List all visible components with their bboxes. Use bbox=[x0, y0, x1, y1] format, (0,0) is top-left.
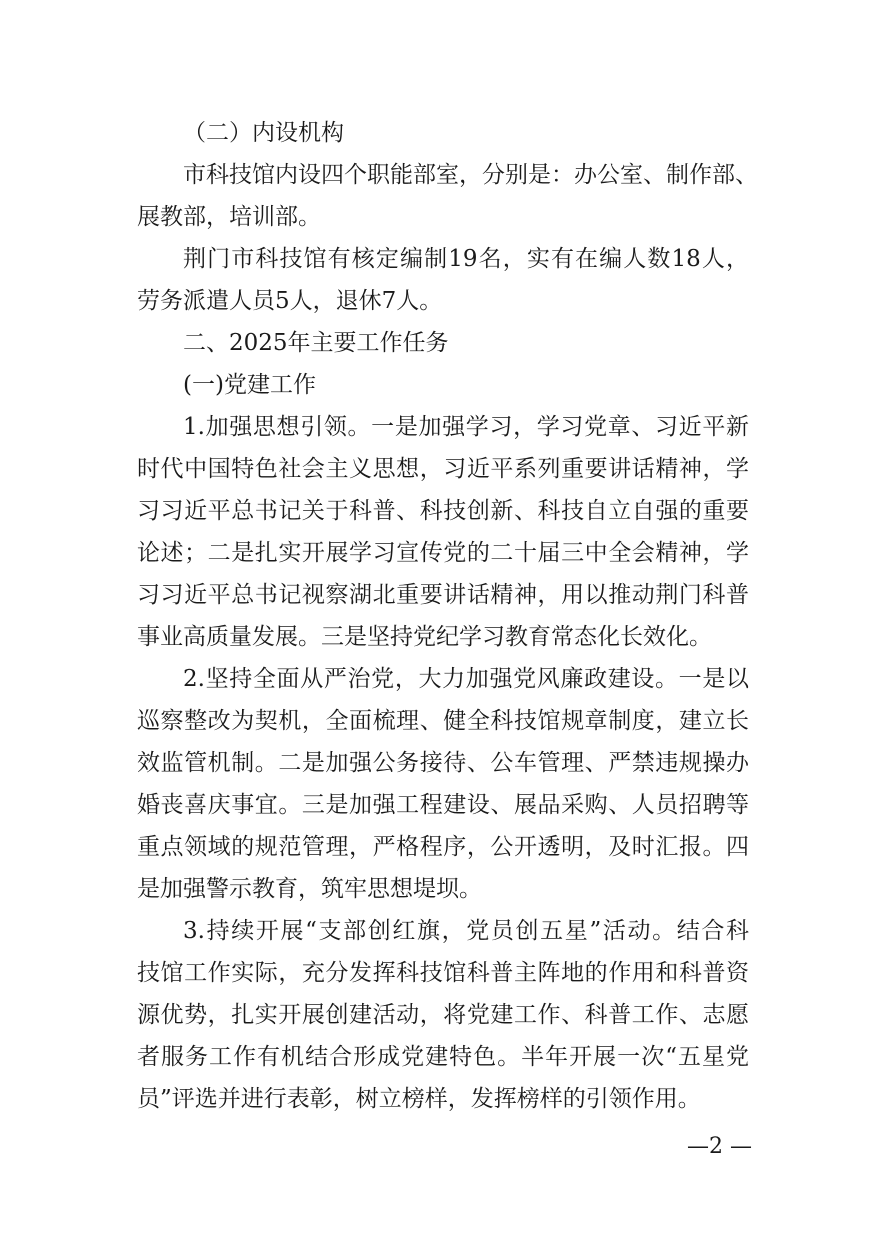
paragraph-line: 展教部，培训部。 bbox=[137, 204, 321, 230]
paragraph-line: 员”评选并进行表彰，树立榜样，发挥榜样的引领作用。 bbox=[137, 1086, 701, 1112]
paragraph-line: 重点领域的规范管理，严格程序，公开透明，及时汇报。四 bbox=[137, 834, 749, 860]
paragraph-line: 论述；二是扎实开展学习宣传党的二十届三中全会精神，学 bbox=[137, 540, 749, 566]
paragraph-line: 源优势，扎实开展创建活动，将党建工作、科普工作、志愿 bbox=[137, 1002, 749, 1028]
paragraph-line: 市科技馆内设四个职能部室，分别是：办公室、制作部、 bbox=[183, 162, 758, 188]
document-body bbox=[137, 112, 758, 1120]
paragraph-line: 效监管机制。二是加强公务接待、公车管理、严禁违规操办 bbox=[137, 750, 749, 776]
paragraph-line: 时代中国特色社会主义思想，习近平系列重要讲话精神，学 bbox=[137, 456, 749, 482]
paragraph-line: 习习近平总书记视察湖北重要讲话精神，用以推动荆门科普 bbox=[137, 582, 749, 608]
paragraph-line: 者服务工作有机结合形成党建特色。半年开展一次“五星党 bbox=[137, 1044, 749, 1070]
paragraph-line: 事业高质量发展。三是坚持党纪学习教育常态化长效化。 bbox=[137, 624, 712, 650]
paragraph-line: 1.加强思想引领。一是加强学习，学习党章、习近平新 bbox=[183, 414, 749, 440]
section-heading-main-tasks: 二、2025年主要工作任务 bbox=[183, 330, 449, 356]
paragraph-line: 技馆工作实际，充分发挥科技馆科普主阵地的作用和科普资 bbox=[137, 960, 749, 986]
paragraph-line: 习习近平总书记关于科普、科技创新、科技自立自强的重要 bbox=[137, 498, 749, 524]
page-number: —2 — bbox=[687, 1134, 752, 1159]
paragraph-line: 劳务派遣人员5人，退休7人。 bbox=[137, 288, 443, 314]
paragraph-line: 2.坚持全面从严治党，大力加强党风廉政建设。一是以 bbox=[183, 666, 749, 692]
section-heading-internal-structure: （二）内设机构 bbox=[183, 120, 344, 146]
paragraph-line: 是加强警示教育，筑牢思想堤坝。 bbox=[137, 876, 482, 902]
subsection-heading-party-building: (一)党建工作 bbox=[183, 372, 316, 398]
paragraph-line: 3.持续开展“支部创红旗，党员创五星”活动。结合科 bbox=[183, 918, 749, 944]
paragraph-line: 巡察整改为契机，全面梳理、健全科技馆规章制度，建立长 bbox=[137, 708, 749, 734]
paragraph-line: 婚丧喜庆事宜。三是加强工程建设、展品采购、人员招聘等 bbox=[137, 792, 749, 818]
paragraph-line: 荆门市科技馆有核定编制19名，实有在编人数18人， bbox=[183, 246, 749, 272]
